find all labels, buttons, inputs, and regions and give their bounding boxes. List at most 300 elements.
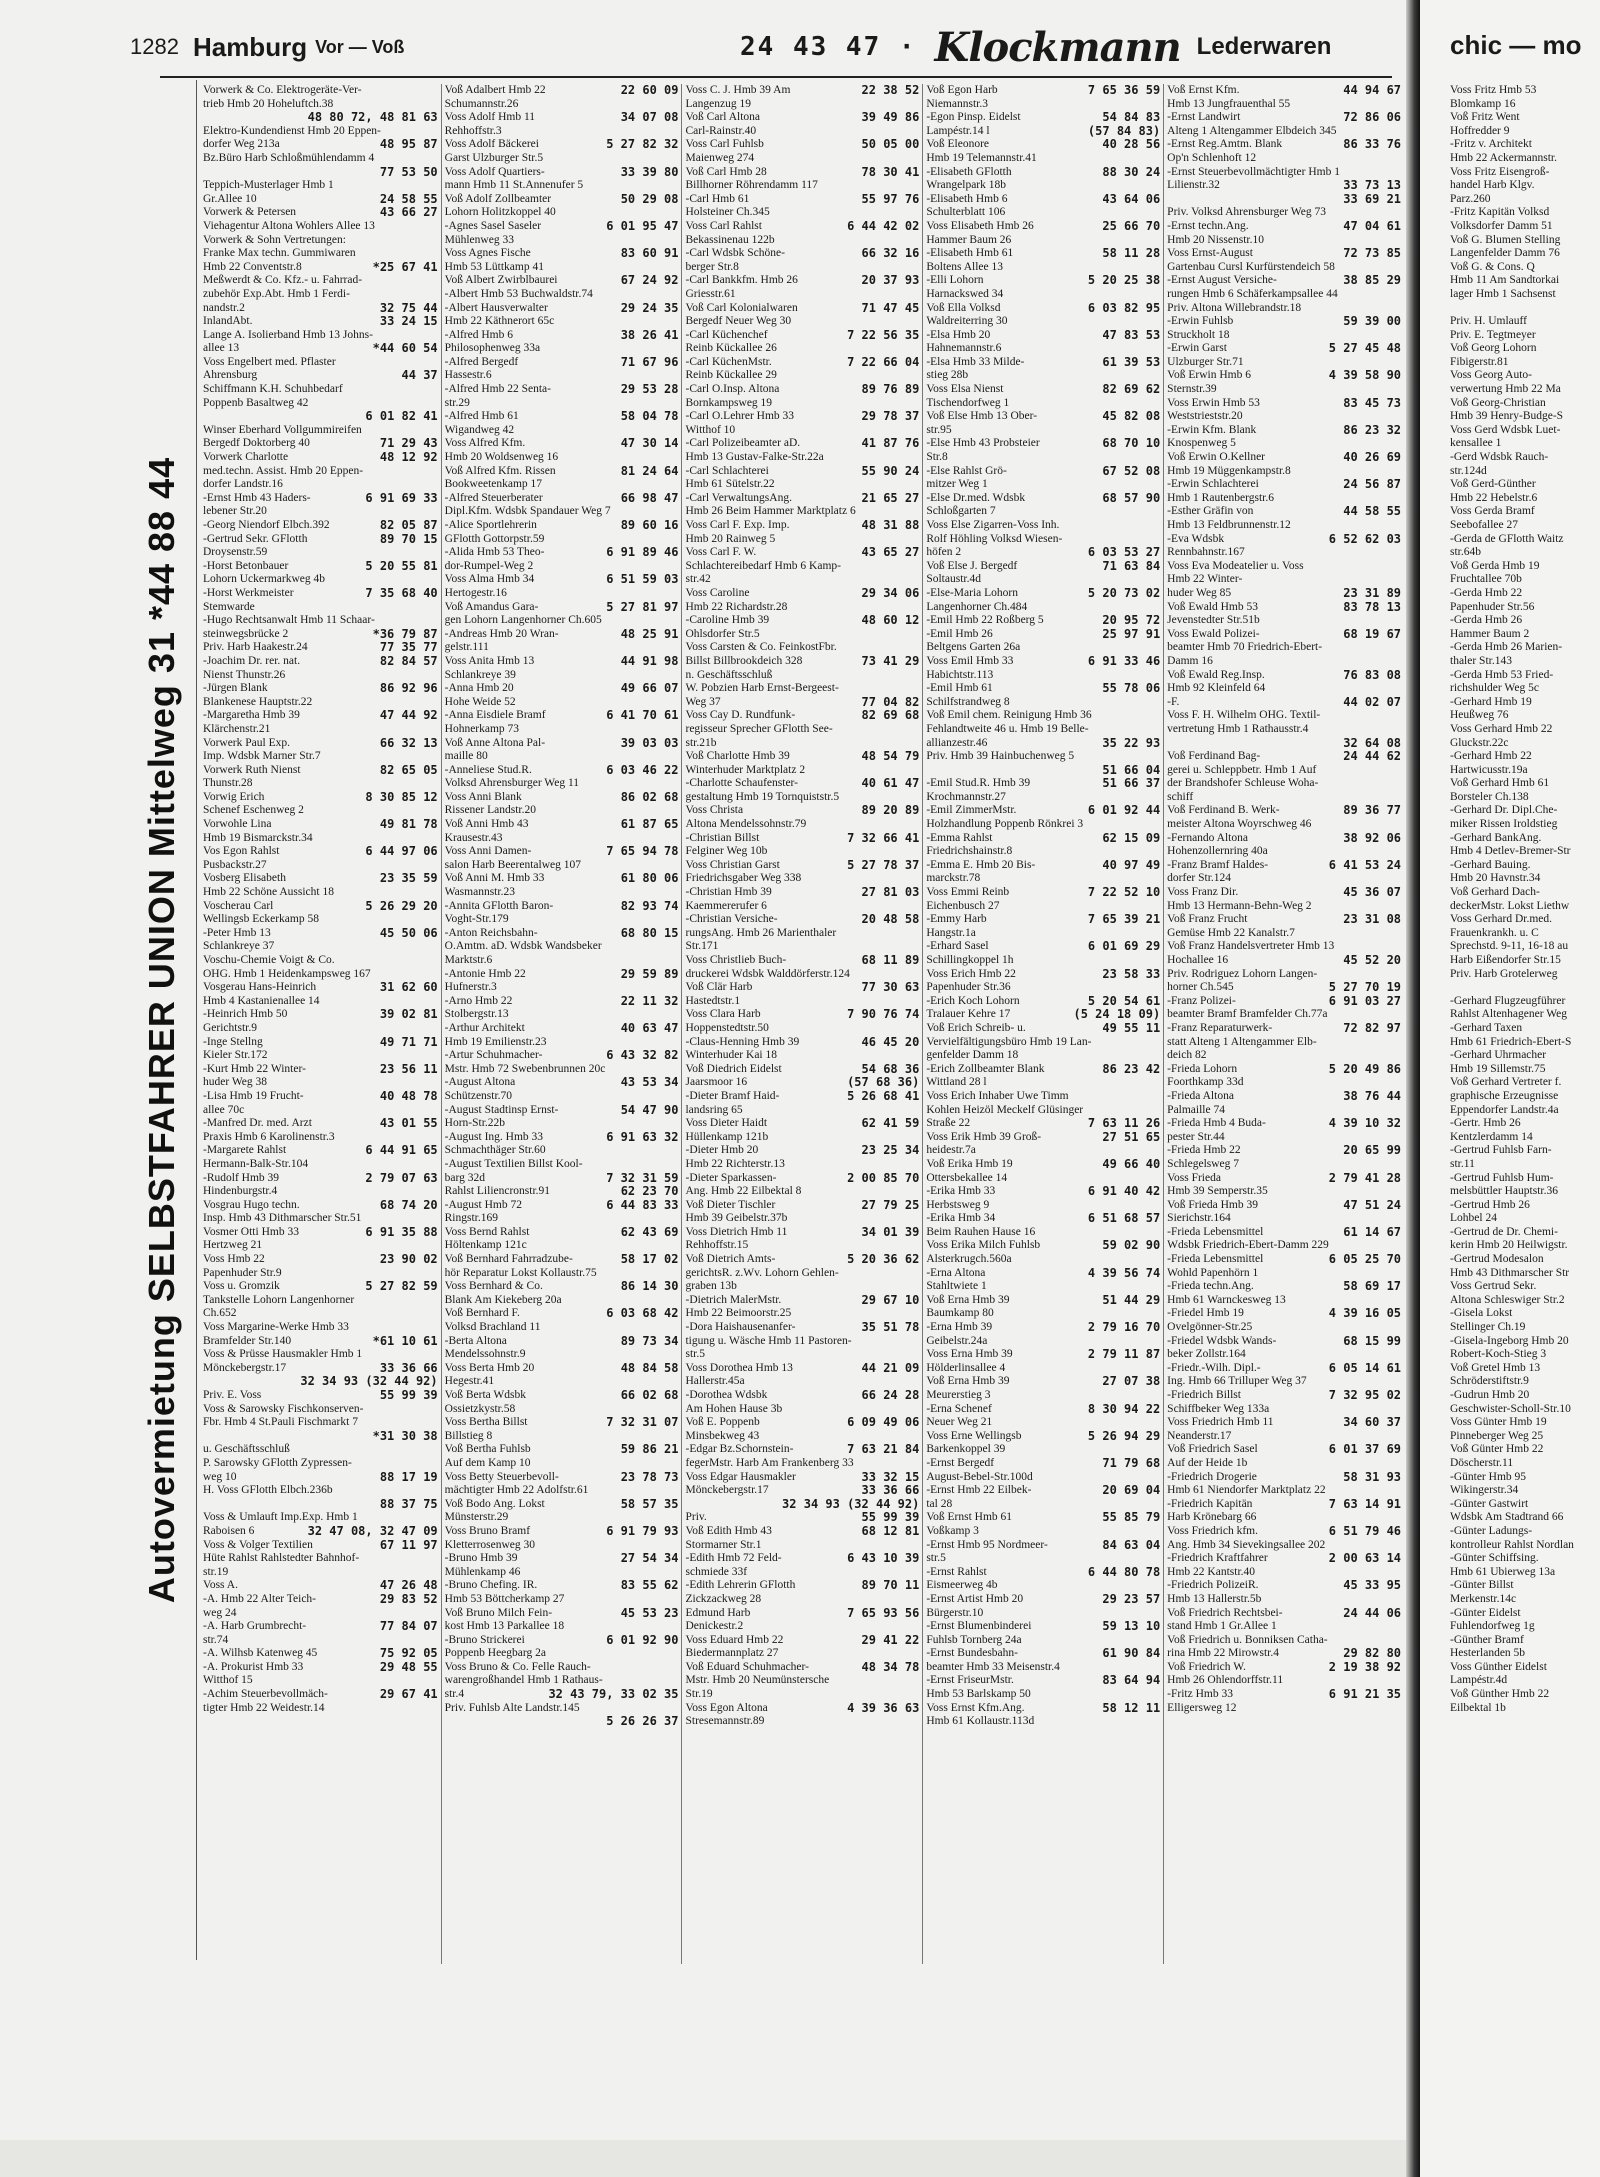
directory-entry bbox=[445, 84, 679, 98]
entry-text: Carl-Rainstr.40 bbox=[685, 124, 757, 137]
entry-text: Ossietzkystr.58 bbox=[444, 1402, 516, 1415]
entry-text: Voß Berta Wdsbk bbox=[444, 1389, 526, 1401]
directory-entry bbox=[926, 138, 1160, 152]
entry-text: mann Hmb 11 St.Annenufer 5 bbox=[444, 179, 584, 192]
entry-text: -Ernst Reg.Amtm. Blank bbox=[1167, 138, 1283, 151]
entry-text: Schlankreye 39 bbox=[444, 668, 516, 681]
directory-entry bbox=[1167, 832, 1401, 846]
directory-entry bbox=[926, 940, 1160, 954]
entry-text: Holsteiner Ch.345 bbox=[685, 206, 770, 219]
directory-entry bbox=[203, 247, 438, 261]
directory-entry bbox=[1167, 437, 1401, 451]
directory-entry bbox=[203, 1253, 438, 1267]
entry-text: Hmb 26 Ohlendorffstr.11 bbox=[1167, 1674, 1284, 1687]
entry-text: Priv. Volksd Ahrensburger Weg 73 bbox=[1167, 206, 1326, 219]
adjacent-entry: -Günter Eidelst bbox=[1450, 1606, 1521, 1619]
entry-text: -Ernst Bergedf bbox=[926, 1456, 995, 1469]
directory-entry bbox=[1167, 465, 1401, 479]
phone-number: 48 95 87 bbox=[379, 138, 438, 152]
entry-text: -Erna Schenef bbox=[926, 1402, 992, 1415]
entry-text: vertretung Hmb 1 Rathausstr.4 bbox=[1167, 722, 1309, 735]
directory-entry bbox=[203, 1702, 438, 1716]
directory-entry bbox=[1167, 206, 1401, 220]
entry-text: Meßwerdt & Co. Kfz.- u. Fahrrad- bbox=[203, 274, 363, 287]
phone-number: 62 15 09 bbox=[1102, 831, 1161, 845]
entry-text: -Achim Steuerbevollmäch- bbox=[203, 1688, 328, 1701]
directory-entry bbox=[1167, 573, 1401, 587]
entry-text bbox=[203, 111, 206, 123]
entry-text: Hmb 53 Barlskamp 50 bbox=[926, 1688, 1031, 1701]
directory-entry bbox=[1167, 818, 1401, 832]
adjacent-entry: Hesterlanden 5b bbox=[1450, 1647, 1526, 1660]
adjacent-entry: Hmb 61 Ubierweg 13a bbox=[1450, 1565, 1556, 1578]
phone-number: 71 47 45 bbox=[861, 301, 920, 315]
entry-text: Fehlandtweite 46 u. Hmb 19 Belle- bbox=[926, 722, 1089, 735]
directory-entry bbox=[445, 1362, 679, 1376]
directory-entry bbox=[1167, 1063, 1401, 1077]
entry-text: -Berta Altona bbox=[444, 1334, 507, 1347]
entry-text: tigung u. Wäsche Hmb 11 Pastoren- bbox=[685, 1334, 852, 1347]
directory-entry bbox=[445, 302, 679, 316]
phone-number: 48 34 78 bbox=[861, 1660, 920, 1674]
adjacent-entry: Wikingerstr.34 bbox=[1450, 1484, 1519, 1497]
directory-entry bbox=[445, 1321, 679, 1335]
phone-number: 5 27 70 19 bbox=[1328, 981, 1402, 995]
directory-entry bbox=[1167, 1253, 1401, 1267]
adjacent-entry: Hmb 43 Dithmarscher Str bbox=[1450, 1266, 1570, 1279]
directory-entry bbox=[203, 859, 438, 873]
directory-entry bbox=[1167, 859, 1401, 873]
phone-number: 33 32 15 bbox=[861, 1470, 920, 1484]
header-advertisement bbox=[740, 22, 1331, 72]
phone-number: 89 70 15 bbox=[379, 532, 438, 546]
entry-text: Voss Elsa Nienst bbox=[926, 383, 1004, 396]
directory-entry bbox=[203, 274, 438, 288]
entry-text: dorfer Weg 213a bbox=[203, 138, 280, 151]
directory-entry bbox=[685, 886, 919, 900]
directory-entry bbox=[203, 1267, 438, 1281]
entry-text: -Friedrich Kraftfahrer bbox=[1167, 1552, 1268, 1565]
entry-text bbox=[203, 166, 206, 178]
phone-number: 4 39 36 63 bbox=[847, 1701, 920, 1715]
entry-text: -Erich Koch Lohorn bbox=[926, 994, 1020, 1007]
directory-entry bbox=[445, 791, 679, 805]
adjacent-entry: Voss Fritz Hmb 53 bbox=[1450, 84, 1537, 96]
adjacent-entry: -Günter Hmb 95 bbox=[1450, 1470, 1527, 1483]
phone-number: 6 44 80 78 bbox=[1087, 1565, 1161, 1579]
entry-text: allianzestr.46 bbox=[926, 736, 988, 749]
directory-entry bbox=[445, 845, 679, 859]
entry-text: Vorwerk & Sohn Vertretungen: bbox=[203, 233, 346, 246]
entry-text: -August Altona bbox=[444, 1076, 516, 1089]
adjacent-entry: Voss Gerda Bramf bbox=[1450, 505, 1535, 518]
directory-entry bbox=[926, 1688, 1160, 1702]
entry-text: -Joachim Dr. rer. nat. bbox=[203, 654, 301, 667]
entry-text: -Erna Hmb 39 bbox=[926, 1321, 993, 1334]
entry-text: -Erwin Garst bbox=[1167, 342, 1227, 355]
entry-text: der Brandshofer Schleuse Woha- bbox=[1167, 777, 1319, 790]
directory-entry bbox=[926, 1267, 1160, 1281]
entry-text: Schlegelsweg 7 bbox=[1167, 1157, 1240, 1170]
directory-entry bbox=[1167, 546, 1401, 560]
entry-text: Voss Erne Wellingsb bbox=[926, 1429, 1022, 1442]
phone-number: 7 90 76 74 bbox=[847, 1008, 920, 1022]
directory-entry bbox=[1167, 696, 1401, 710]
adjacent-entry: Langenfelder Damm 76 bbox=[1450, 247, 1560, 260]
directory-entry bbox=[1167, 492, 1401, 506]
directory-entry bbox=[203, 220, 438, 234]
directory-entry bbox=[445, 968, 679, 982]
entry-text: Bürgerstr.10 bbox=[926, 1606, 984, 1619]
entry-text: Voss Elisabeth Hmb 26 bbox=[926, 219, 1034, 232]
entry-text: -Margaretha Hmb 39 bbox=[203, 709, 300, 722]
entry-text: Habichtstr.113 bbox=[926, 668, 994, 681]
phone-number: 2 19 38 92 bbox=[1328, 1660, 1402, 1674]
directory-entry bbox=[685, 424, 919, 438]
adjacent-entry: Voss Günther Eidelst bbox=[1450, 1660, 1547, 1673]
phone-number: 58 57 35 bbox=[620, 1497, 679, 1511]
directory-entry bbox=[445, 641, 679, 655]
directory-entry bbox=[926, 1185, 1160, 1199]
directory-entry bbox=[926, 274, 1160, 288]
directory-entry bbox=[203, 98, 438, 112]
entry-text: Voß Bernhard Fahrradzube- bbox=[444, 1253, 573, 1266]
entry-text: Str.8 bbox=[926, 451, 948, 464]
directory-entry bbox=[926, 900, 1160, 914]
phone-number: 51 44 29 bbox=[1102, 1293, 1161, 1307]
directory-entry bbox=[203, 1212, 438, 1226]
adjacent-entry: Priv. E. Tegtmeyer bbox=[1450, 328, 1536, 341]
directory-entry bbox=[926, 723, 1160, 737]
entry-text: Elligersweg 12 bbox=[1167, 1701, 1237, 1714]
entry-text: H. Voss GFlotth Elbch.236b bbox=[203, 1484, 333, 1497]
phone-number: 6 44 83 33 bbox=[606, 1198, 679, 1212]
phone-number: 89 60 16 bbox=[620, 519, 679, 532]
entry-text: Voss Dieter Haidt bbox=[685, 1117, 768, 1130]
directory-entry bbox=[926, 1131, 1160, 1145]
directory-entry bbox=[685, 288, 919, 302]
phone-number: 48 31 88 bbox=[861, 519, 920, 532]
entry-text: Holzhandlung Poppenb Rönkrei 3 bbox=[926, 818, 1084, 831]
directory-entry bbox=[926, 1008, 1160, 1022]
phone-number: 68 70 10 bbox=[1102, 437, 1161, 451]
directory-entry bbox=[685, 1688, 919, 1702]
directory-entry bbox=[926, 1172, 1160, 1186]
directory-entry bbox=[203, 1321, 438, 1335]
directory-entry bbox=[445, 193, 679, 207]
phone-number: 46 45 20 bbox=[861, 1035, 920, 1049]
phone-number: 45 82 08 bbox=[1102, 410, 1161, 424]
phone-number: *31 30 38 bbox=[372, 1429, 438, 1443]
directory-entry bbox=[926, 1443, 1160, 1457]
directory-entry bbox=[1167, 655, 1401, 669]
directory-entry bbox=[445, 818, 679, 832]
directory-entry bbox=[445, 369, 679, 383]
directory-entry bbox=[445, 1239, 679, 1253]
directory-entry bbox=[445, 886, 679, 900]
directory-entry bbox=[445, 492, 679, 506]
entry-text: Tankstelle Lohorn Langenhorner bbox=[203, 1293, 355, 1306]
entry-text: -Friedr.-Wilh. Dipl.- bbox=[1167, 1361, 1261, 1374]
entry-text bbox=[685, 1498, 688, 1510]
entry-text: Hüllenkamp 121b bbox=[685, 1130, 769, 1143]
book-binding bbox=[1406, 0, 1420, 2177]
directory-entry bbox=[685, 1144, 919, 1158]
directory-entry bbox=[203, 302, 438, 316]
entry-text: Pusbackstr.27 bbox=[203, 858, 267, 871]
entry-text: Voß Alfred Kfm. Rissen bbox=[444, 464, 556, 477]
entry-text: Hmb 22 Beimoorstr.25 bbox=[685, 1307, 792, 1320]
directory-entry bbox=[445, 1525, 679, 1539]
directory-entry bbox=[685, 1076, 919, 1090]
phone-number: 55 99 39 bbox=[379, 1389, 438, 1402]
entry-text: Priv. Rodriguez Lohorn Langen- bbox=[1167, 967, 1318, 980]
entry-text: Klärchenstr.21 bbox=[203, 722, 271, 735]
entry-text: Kohlen Heizöl Meckelf Glüsinger bbox=[926, 1103, 1084, 1116]
entry-text: Vervielfältigungsbüro Hmb 19 Lan- bbox=[926, 1035, 1092, 1048]
directory-entry bbox=[203, 723, 438, 737]
entry-text bbox=[926, 764, 929, 776]
entry-text: Bergedf Neuer Weg 30 bbox=[685, 315, 792, 328]
entry-text: Kieler Str.172 bbox=[203, 1049, 268, 1062]
directory-entry bbox=[203, 669, 438, 683]
header-city: Hamburg bbox=[192, 31, 308, 62]
ad-brand-logo: Klockmann bbox=[934, 23, 1181, 71]
adjacent-entry: Voss Georg Auto- bbox=[1450, 369, 1532, 382]
entry-text: -Carl VerwaltungsAng. bbox=[685, 491, 792, 504]
directory-entry bbox=[445, 1185, 679, 1199]
entry-text: -Christian Versiche- bbox=[685, 913, 778, 926]
directory-entry bbox=[1167, 1484, 1401, 1498]
phone-number: 86 92 96 bbox=[379, 682, 438, 696]
phone-number: 49 81 78 bbox=[379, 818, 438, 832]
directory-entry bbox=[685, 1307, 919, 1321]
entry-text: Voß Ewald Hmb 53 bbox=[1167, 600, 1258, 613]
entry-text: -Elisabeth Hmb 61 bbox=[926, 247, 1014, 260]
directory-entry bbox=[203, 1335, 438, 1349]
entry-text: Str.171 bbox=[685, 940, 719, 953]
entry-text: Weststrieststr.20 bbox=[1167, 410, 1243, 423]
entry-text: -Anna Eisdiele Bramf bbox=[444, 709, 546, 722]
directory-entry bbox=[445, 179, 679, 193]
phone-number: 45 53 23 bbox=[620, 1606, 679, 1620]
entry-text: Hastedtstr.1 bbox=[685, 994, 741, 1007]
phone-number: 7 22 66 04 bbox=[847, 355, 920, 369]
directory-entry bbox=[1167, 601, 1401, 615]
phone-number: 23 58 33 bbox=[1102, 967, 1161, 981]
adjacent-entry: Priv. H. Umlauff bbox=[1450, 315, 1527, 328]
directory-entry bbox=[926, 451, 1160, 465]
entry-text: -Alfred Hmb 61 bbox=[444, 410, 519, 423]
directory-entry bbox=[445, 981, 679, 995]
adjacent-entry: Hmb 22 Hebelstr.6 bbox=[1450, 491, 1538, 504]
entry-text: Bz.Büro Harb Schloßmühlendamm 4 bbox=[203, 151, 375, 164]
directory-entry bbox=[926, 1049, 1160, 1063]
adjacent-entry: Harb Eißendorfer Str.15 bbox=[1450, 954, 1561, 966]
directory-entry bbox=[926, 981, 1160, 995]
adjacent-entry: Lohbel 24 bbox=[1450, 1212, 1497, 1225]
phone-number: 7 63 21 84 bbox=[847, 1443, 920, 1457]
entry-text: Imp. Wdsbk Marner Str.7 bbox=[203, 750, 321, 763]
entry-text: Beim Rauhen Hause 16 bbox=[926, 1225, 1036, 1238]
phone-number: 32 75 44 bbox=[379, 301, 438, 315]
phone-number: 6 91 69 33 bbox=[365, 491, 438, 505]
adjacent-entry: -Gertrud Fuhlsb Farn- bbox=[1450, 1144, 1552, 1157]
entry-text: Elektro-Kundendienst Hmb 20 Eppen- bbox=[203, 124, 381, 137]
entry-text: Voss Emmi Reinb bbox=[926, 886, 1010, 899]
directory-entry bbox=[685, 709, 919, 723]
phone-number: 20 48 58 bbox=[861, 913, 920, 927]
directory-entry bbox=[445, 737, 679, 751]
entry-text: Voß Erna Hmb 39 bbox=[926, 1375, 1010, 1388]
directory-entry bbox=[203, 845, 438, 859]
entry-text: -A. Hmb 22 Alter Teich- bbox=[203, 1592, 317, 1605]
entry-text: Höltenkamp 121c bbox=[444, 1239, 527, 1252]
entry-text: Papenhuder Str.36 bbox=[926, 981, 1011, 994]
directory-entry bbox=[685, 818, 919, 832]
entry-text: -Emil Stud.R. Hmb 39 bbox=[926, 777, 1031, 790]
directory-entry bbox=[445, 954, 679, 968]
directory-entry bbox=[445, 1076, 679, 1090]
phone-number: 33 39 80 bbox=[620, 165, 679, 179]
entry-text: -Claus-Henning Hmb 39 bbox=[685, 1035, 800, 1048]
entry-text: Voss Alma Hmb 34 bbox=[444, 573, 535, 586]
entry-text: -Alfred Bergedf bbox=[444, 355, 519, 368]
directory-entry bbox=[1167, 777, 1401, 791]
directory-entry bbox=[926, 206, 1160, 220]
phone-number: 25 66 70 bbox=[1102, 219, 1161, 233]
phone-number: 5 20 54 61 bbox=[1087, 994, 1161, 1008]
directory-entry bbox=[685, 1199, 919, 1213]
directory-entry bbox=[445, 777, 679, 791]
entry-text: Rehhoffstr.15 bbox=[685, 1239, 749, 1252]
directory-entry bbox=[203, 1172, 438, 1186]
entry-text: Voss Ernst Kfm.Ang. bbox=[926, 1701, 1025, 1714]
adjacent-entry: -Gerhard Hmb 22 bbox=[1450, 750, 1532, 763]
adjacent-entry: Sprechstd. 9-11, 16-18 au bbox=[1450, 940, 1569, 953]
entry-text: Droysenstr.59 bbox=[203, 546, 268, 559]
entry-text: stand Hmb 1 Gr.Allee 1 bbox=[1167, 1620, 1277, 1633]
entry-text: InlandAbt. bbox=[203, 315, 253, 328]
entry-text: Mühlenweg 33 bbox=[444, 233, 514, 246]
phone-number: 86 23 32 bbox=[1343, 423, 1402, 437]
directory-entry bbox=[203, 410, 438, 424]
directory-entry bbox=[203, 356, 438, 370]
entry-text: Billhorner Röhrendamm 117 bbox=[685, 179, 818, 192]
directory-entry bbox=[1167, 356, 1401, 370]
entry-text: Voss Christian Garst bbox=[685, 858, 780, 871]
entry-text: Schlachtereibedarf Hmb 6 Kamp- bbox=[685, 559, 841, 572]
entry-text: Voss Anni Damen- bbox=[444, 845, 532, 858]
entry-text: Priv. bbox=[685, 1511, 707, 1524]
entry-text: -Carl KüchenMstr. bbox=[685, 355, 772, 368]
phone-number: 48 12 92 bbox=[379, 451, 438, 465]
directory-entry bbox=[1167, 1607, 1401, 1621]
directory-entry bbox=[203, 1022, 438, 1036]
directory-entry bbox=[445, 927, 679, 941]
adjacent-entry: Papenhuder Str.56 bbox=[1450, 600, 1535, 613]
adjacent-page-column bbox=[1450, 84, 1600, 1715]
directory-entry bbox=[203, 342, 438, 356]
entry-text: Vosmer Otti Hmb 33 bbox=[203, 1225, 299, 1238]
entry-text: Voss Anita Hmb 13 bbox=[444, 654, 535, 667]
directory-entry bbox=[1167, 505, 1401, 519]
directory-entry bbox=[445, 424, 679, 438]
directory-entry bbox=[445, 1267, 679, 1281]
entry-text: -Eva Wdsbk bbox=[1167, 532, 1225, 545]
phone-number: 83 78 13 bbox=[1343, 600, 1402, 614]
directory-entry bbox=[685, 750, 919, 764]
entry-text: Schiffbeker Weg 133a bbox=[1167, 1402, 1270, 1415]
phone-number: 40 48 78 bbox=[379, 1089, 438, 1103]
entry-text: lebener Str.20 bbox=[203, 505, 267, 518]
entry-text: str.19 bbox=[203, 1565, 229, 1578]
phone-number: 6 91 21 35 bbox=[1328, 1688, 1402, 1702]
entry-text: Voß Carl Hmb 28 bbox=[685, 165, 767, 178]
directory-entry bbox=[445, 1008, 679, 1022]
directory-entry bbox=[203, 1457, 438, 1471]
directory-entry bbox=[685, 546, 919, 560]
directory-entry bbox=[1167, 193, 1401, 207]
entry-text: gen Lohorn Langenhorner Ch.605 bbox=[444, 614, 602, 627]
phone-number: 2 79 11 87 bbox=[1087, 1348, 1161, 1362]
directory-entry bbox=[445, 1036, 679, 1050]
entry-text: -Horst Betonbauer bbox=[203, 559, 289, 572]
entry-text: Hermann-Balk-Str.104 bbox=[203, 1157, 309, 1170]
directory-entry bbox=[926, 1117, 1160, 1131]
directory-entry bbox=[926, 737, 1160, 751]
phone-number: 23 31 08 bbox=[1343, 913, 1402, 927]
entry-text: Voß Else Hmb 13 Ober- bbox=[926, 410, 1038, 423]
entry-text: Harb Krönebarg 66 bbox=[1167, 1511, 1257, 1524]
directory-entry bbox=[1167, 1634, 1401, 1648]
phone-number: 22 60 09 bbox=[620, 84, 679, 97]
directory-entry bbox=[926, 1457, 1160, 1471]
entry-text: Fuhlsb Tornberg 24a bbox=[926, 1633, 1022, 1646]
directory-entry bbox=[926, 1036, 1160, 1050]
entry-text: salon Harb Beerentalweg 107 bbox=[444, 858, 581, 871]
entry-text: -A. Wilhsb Katenweg 45 bbox=[203, 1647, 318, 1660]
entry-text: rungen Hmb 6 Schäferkampsallee 44 bbox=[1167, 287, 1338, 300]
entry-text: Voß Ferdinand B. Werk- bbox=[1167, 804, 1280, 817]
directory-entry bbox=[685, 206, 919, 220]
entry-text: Voss Erna Hmb 39 bbox=[926, 1348, 1013, 1361]
phone-number: 82 05 87 bbox=[379, 519, 438, 532]
phone-number: 77 30 63 bbox=[861, 981, 920, 995]
entry-text: -Esther Gräfin von bbox=[1167, 505, 1254, 518]
entry-text: Hindenburgstr.4 bbox=[203, 1185, 278, 1198]
phone-number: 23 35 59 bbox=[379, 872, 438, 886]
entry-text: Vorwig Erich bbox=[203, 790, 265, 803]
entry-text: Niemannstr.3 bbox=[926, 97, 988, 110]
entry-text: Gr.Allee 10 bbox=[203, 192, 257, 205]
directory-entry bbox=[203, 587, 438, 601]
directory-entry bbox=[203, 329, 438, 343]
phone-number: 34 07 08 bbox=[620, 111, 679, 125]
directory-entry bbox=[1167, 1036, 1401, 1050]
entry-text: Rennbahnstr.167 bbox=[1167, 546, 1245, 559]
directory-entry bbox=[685, 1212, 919, 1226]
entry-text: -Ernst Hmb 22 Eilbek- bbox=[926, 1484, 1032, 1497]
entry-text: -Charlotte Schaufenster- bbox=[685, 777, 798, 790]
phone-number: 77 53 50 bbox=[379, 165, 438, 179]
directory-entry bbox=[445, 832, 679, 846]
directory-entry bbox=[685, 1158, 919, 1172]
directory-entry bbox=[1167, 138, 1401, 152]
directory-entry bbox=[445, 1307, 679, 1321]
directory-entry bbox=[1167, 1294, 1401, 1308]
entry-text: Vorwerk & Co. Elektrogeräte-Ver- bbox=[203, 84, 362, 96]
